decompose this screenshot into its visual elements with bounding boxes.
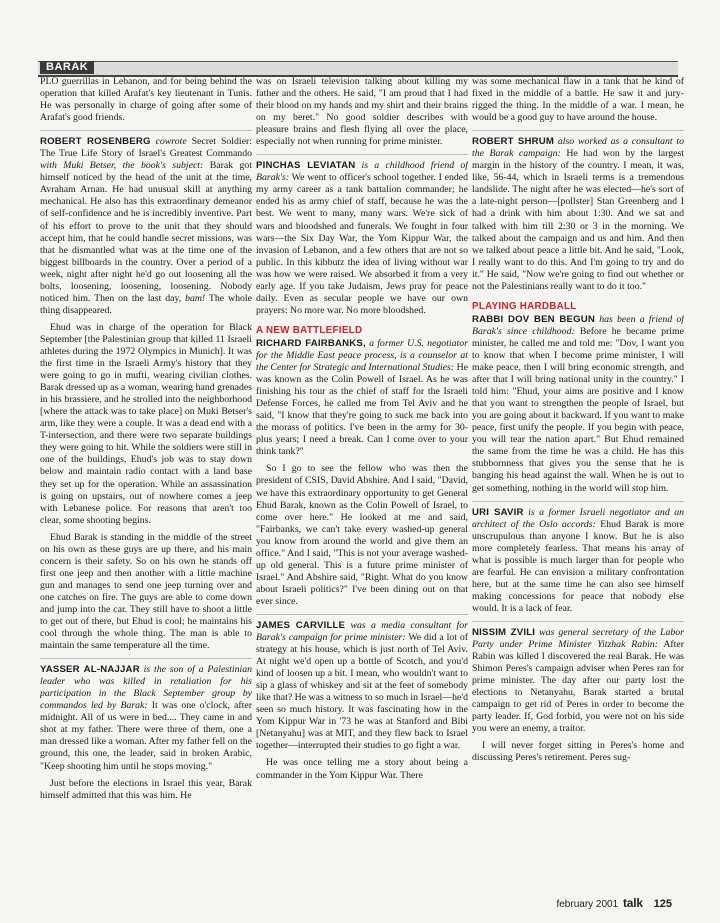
page-number: 125	[653, 898, 672, 910]
subheading: PLAYING HARDBALL	[472, 300, 577, 312]
divider	[472, 130, 684, 131]
speaker-name: ROBERT SHRUM	[472, 136, 555, 148]
section-header-bar	[38, 61, 678, 77]
quote-text: Before he became prime minister, he called me and told me: "Dov, I want you to know that when I become prime minister, I will make peace, then I will bring economic strength, and after that I will bring national unity in the country." I told him: "Ehud, your aims are positive and I know that you want to strengthen the people of Israel, but you are going about it backward. If you want to make peace, first unify the people. If you begin with peace, you will tear the nation apart." But Ehud remained the same from the time he was a child. He has this stubbornness that gives you the sense that he is banging his head against the wall. When he is out to get something, nothing in the world will stop him.	[472, 325, 684, 494]
quote-rosenberg	[40, 136, 252, 317]
column-1	[40, 76, 252, 891]
speaker-name: PINCHAS LEVIATAN	[256, 160, 356, 172]
paragraph: was some mechanical flaw in a tank that he kind of fixed in the middle of a battle. He saw it and jury-rigged the thing. In the middle of a war. I mean, he would be a good guy to have around the house.	[472, 76, 684, 124]
column-2	[256, 76, 468, 891]
speaker-name: RICHARD FAIRBANKS,	[256, 337, 366, 349]
paragraph: So I go to see the fellow who was then the president of CSIS, David Abshire. And I said, "David, we have this extraordinary opportunity to get General Ehud Barak, known as the Colin Powell of Israel, to come over here." He looked at me and said, "Fairbanks, we can't take every washed-up general you know from around the world and give them an office." And I said, "This is not your average washed-up old general. This is a future prime minister of Israel." And Abshire said, "Right. What do you know about Israeli politics?" I've been dining out on that ever since.	[256, 463, 468, 607]
speaker-description: with Muki Betser, the book's subject:	[40, 160, 204, 172]
speaker-description: is a former Israeli negotiator and an architect of the Oslo accords:	[472, 506, 684, 530]
divider	[256, 614, 468, 615]
speaker-description: a former U.S. negotiator for the Middle East peace process, is a counselor at the Center for Strategic and International Studies:	[256, 337, 468, 374]
paragraph: I will never forget sitting in Peres's home and discussing Peres's retirement. Peres sug-	[472, 740, 684, 764]
speaker-description: also worked as a consultant to the Barak campaign:	[472, 136, 684, 160]
quote-shrum	[472, 136, 684, 293]
speaker-description: has been a friend of Barak's since childhood:	[472, 313, 684, 337]
speaker-description: was a media consultant for Barak's campaign for prime minister:	[256, 619, 468, 644]
paragraph: Ehud was in charge of the operation for Black September [the Palestinian group that killed 11 Israeli athletes during the 1972 Olympics in Munich]. It was the first time in the Israeli Army's history that they were going to go in mufti, wearing civilian clothes. Barak dressed up as a woman, wearing hand grenades in his brassiere, and he strolled into the neighborhood [where the attack was to take place] on Muki Betser's arm, like they were a couple. It was a dead end with a T-intersection, and there were two separate buildings they were going to hit. While the soldiers were still in one of the buildings, Ehud's job was to stay down below and maintain radio contact with a land base they set up for the operation. While an assassination is going on upstairs, out of nowhere comes a jeep with Lebanese police. For reasons that aren't too clear, some shooting begins.	[40, 321, 252, 526]
paragraph: Just before the elections in Israel this year, Barak himself admitted that this was him. He	[40, 777, 252, 801]
speaker-name: URI SAVIR	[472, 506, 524, 518]
speaker-name: JAMES CARVILLE	[256, 619, 346, 631]
quote-text: After Rabin was killed I discovered the real Barak. He was Shimon Peres's campaign adviser when Peres ran for prime minister. The day after our party lost the elections to Netanyahu, Barak started a brutal campaign to get rid of Peres in order to become the party leader. If, God forbid, you were not on his side you were an enemy, a traitor.	[472, 639, 684, 735]
quote-text: He had won by the largest margin in the history of the country. I mean, it was, like, 56-44, which in Israeli terms is a tremendous landslide. The night after he was elected—he's sort of a late-night person—[pollster] Stan Greenberg and I had a drink with him about 1:30. And we sat and talked with him till 2:30 or 3 in the morning. We talked about the campaign and us and him. And then we talked about peace a little bit. And he said, "Look, I really want to do this. And I'm going to try and do it." He said, "Now we're going to find out whether or not the Palestinians really want to do it too."	[472, 148, 684, 292]
page-footer	[556, 896, 672, 910]
speaker-name: RABBI DOV BEN BEGUN	[472, 313, 596, 325]
quote-text: Ehud Barak is more unscrupulous than anyone I know. But he is also more completely fearless. That means his array of what is possible is much larger than for people who are fearful. He can envision a military confrontation here, but at the same time he can also see himself making concessions for peace that nobody else would. It is a lack of fear.	[472, 518, 684, 614]
speaker-description: is the son of a Palestinian leader who was killed in retaliation for his participation in the Black September group by commandos led by Barak:	[40, 664, 252, 712]
quote-text: We did a lot of strategy at his house, which is just north of Tel Aviv. At night we'd open up a bottle of Scotch, and you'd kind of loosen up a bit. I mean, who wouldn't want to sip a glass of whiskey and sit at the feet of somebody like that? He was a witness to so much in Israel—he'd seen so much history. It was fascinating how in the Yom Kippur War in '73 he was at Stanford and Bibi [Netanyahu] was at MIT, and they flew back to Israel together—interrupted their studies to go fight a war.	[256, 632, 468, 752]
subheading: A NEW BATTLEFIELD	[256, 324, 363, 336]
speaker-description: cowrote	[150, 136, 187, 148]
paragraph: was on Israeli television talking about killing my father and the others. He said, "I am proud that I had their blood on my hands and my shirt and their brains on my beret." No good soldier describes with pleasure brains and flesh flying all over the place, especially not when running for prime minister.	[256, 76, 468, 148]
quote-al-najjar	[40, 664, 252, 772]
paragraph: He was once telling me a story about being a commander in the Yom Kippur War. There	[256, 757, 468, 781]
divider	[472, 621, 684, 622]
quote-savir	[472, 507, 684, 615]
divider	[40, 658, 252, 659]
quote-emphasis: bam!	[181, 292, 206, 304]
book-title: Secret Soldier: The True Life Story of Israel's Greatest Commando	[40, 136, 252, 160]
speaker-name: YASSER AL-NAJJAR	[40, 664, 140, 676]
divider	[256, 154, 468, 155]
divider	[40, 130, 252, 131]
quote-text: The whole thing disappeared.	[40, 292, 252, 316]
quote-leviatan	[256, 160, 468, 317]
quote-carville	[256, 620, 468, 753]
quote-text: It was one o'clock, after midnight. All of us were in bed.... They came in and shot at my father. There were three of them, one a man dressed like a woman. After my father fell on the ground, this one, the leader, said in broken Arabic, "Keep shooting him until he stops moving."	[40, 700, 252, 772]
speaker-description: was general secretary of the Labor Party under Prime Minister Yitzhak Rabin:	[472, 626, 684, 651]
quote-zvili	[472, 627, 684, 735]
magazine-logo: talk	[622, 896, 643, 910]
section-tag: BARAK	[40, 61, 94, 74]
speaker-description: is a childhood friend of Barak's:	[256, 160, 468, 184]
issue-date: february 2001	[556, 899, 619, 910]
quote-text: Barak got himself noticed by the head of the unit at the time, Avraham Arnan. He had unusual skill at anything mechanical. He also has this extraordinary demeanor of self-confidence and he is incredibly inventive. Part of his effort to prove to the unit that they should accept him, that he could handle secret missions, was that he dismantled what was at the time one of the biggest billboards in the country. Over a period of a week, night after night he'd go out loosening all the bolts, loosening, loosening, loosening. Nobody noticed him. Then on the last day,	[40, 160, 252, 304]
quote-fairbanks	[256, 338, 468, 458]
quote-text: He was known as the Colin Powell of Israel. As he was finishing his tour as the chief of staff for the Israeli Defense Forces, he called me from Tel Aviv and he said, "I know that they're going to suck me back into the morass of politics. I've been in the army for 30-plus years; I need a break. Can I come over to your think tank?"	[256, 362, 468, 458]
quote-text: We went to officer's school together. I ended my army career as a tank battalion commander; he ended his as army chief of staff, because he was the best. We went to many, many wars. We're sick of wars and bloodshed and funerals. We fought in four wars—the Six Day War, the Yom Kippur War, the invasion of Lebanon, and a few others that are not so public. In this kibbutz the idea of living without war was how we were raised. We absorbed it from a very early age. If you take Judaism, Jews pray for peace daily. Even as secular people we have our own prayers: No more war. No more bloodshed.	[256, 172, 468, 316]
speaker-name: NISSIM ZVILI	[472, 626, 536, 638]
quote-ben-begun	[472, 314, 684, 495]
column-3	[472, 76, 684, 891]
paragraph: PLO guerrillas in Lebanon, and for being behind the operation that killed Arafat's key lieutenant in Tunis. He was personally in charge of going after some of Arafat's good friends.	[40, 76, 252, 124]
speaker-name: ROBERT ROSENBERG	[40, 136, 151, 148]
paragraph: Ehud Barak is standing in the middle of the street on his own as these guys are up there, and his main concern is their safety. So on his own he stands off first one jeep and then another with a little machine gun and manages to send one jeep turning over and one catches on fire. The guys are able to come down and jump into the car. They still have to shoot a little to get out of there, but Ehud is cool; he maintains his cool through the whole thing. The man is able to maintain the same temperature all the time.	[40, 531, 252, 652]
divider	[472, 501, 684, 502]
